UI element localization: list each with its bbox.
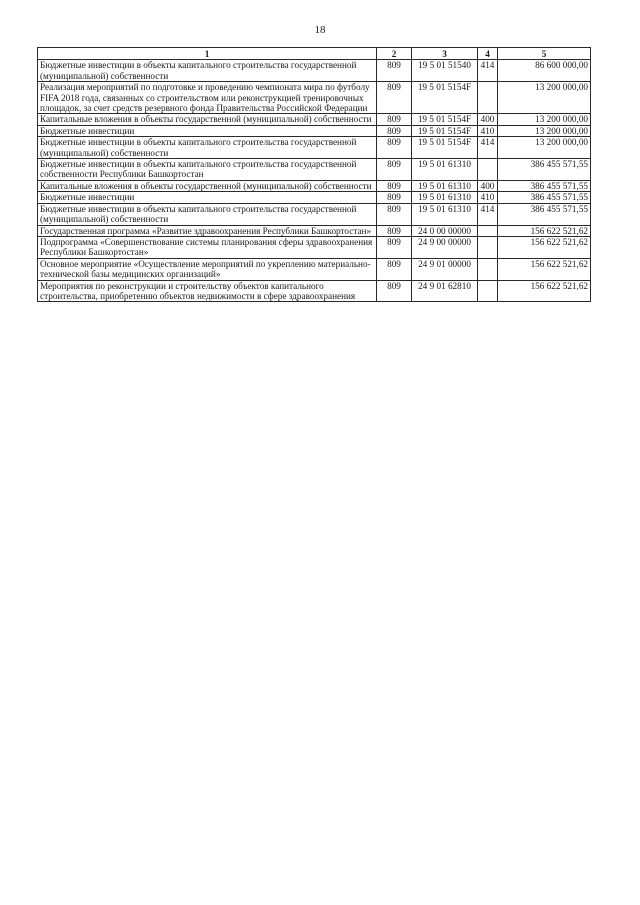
row-ministry: 809 [377, 236, 412, 258]
row-amount: 156 622 521,62 [498, 258, 591, 280]
row-target: 19 5 01 61310 [412, 203, 478, 225]
row-ministry: 809 [377, 225, 412, 236]
row-amount: 13 200 000,00 [498, 114, 591, 125]
table-row [38, 203, 591, 225]
header-col-ministry: 2 [377, 48, 412, 60]
row-amount: 386 455 571,55 [498, 192, 591, 203]
row-ministry: 809 [377, 60, 412, 82]
row-type: 414 [478, 137, 498, 159]
row-ministry: 809 [377, 137, 412, 159]
row-name: Бюджетные инвестиции в объекты капитального строительства государственной (муниципальной) собственности [38, 60, 377, 82]
row-ministry: 809 [377, 203, 412, 225]
row-amount: 386 455 571,55 [498, 159, 591, 181]
row-type [478, 82, 498, 114]
table-row [38, 159, 591, 181]
row-type: 400 [478, 180, 498, 191]
row-name: Бюджетные инвестиции [38, 192, 377, 203]
row-amount: 86 600 000,00 [498, 60, 591, 82]
row-amount: 386 455 571,55 [498, 180, 591, 191]
row-target: 24 9 01 00000 [412, 258, 478, 280]
header-col-type: 4 [478, 48, 498, 60]
row-target: 19 5 01 5154F [412, 82, 478, 114]
row-name: Бюджетные инвестиции в объекты капитального строительства государственной (муниципальной) собственности [38, 137, 377, 159]
header-col-target: 3 [412, 48, 478, 60]
row-target: 19 5 01 61310 [412, 159, 478, 181]
table-row [38, 225, 591, 236]
table-row [38, 82, 591, 114]
row-type [478, 258, 498, 280]
row-type [478, 159, 498, 181]
row-target: 19 5 01 51540 [412, 60, 478, 82]
row-ministry: 809 [377, 280, 412, 302]
row-ministry: 809 [377, 125, 412, 136]
row-amount: 13 200 000,00 [498, 82, 591, 114]
row-ministry: 809 [377, 114, 412, 125]
row-target: 19 5 01 5154F [412, 125, 478, 136]
row-ministry: 809 [377, 258, 412, 280]
row-type [478, 236, 498, 258]
page-number: 18 [314, 24, 326, 36]
row-amount: 156 622 521,62 [498, 280, 591, 302]
row-ministry: 809 [377, 82, 412, 114]
row-type: 414 [478, 203, 498, 225]
row-name: Бюджетные инвестиции в объекты капитального строительства государственной собственности Республики Башкортостан [38, 159, 377, 181]
row-amount: 386 455 571,55 [498, 203, 591, 225]
table-row [38, 125, 591, 136]
row-type [478, 280, 498, 302]
table-row [38, 60, 591, 82]
row-name: Подпрограмма «Совершенствование системы планирования сферы здравоохранения Республики Башкортостан» [38, 236, 377, 258]
table-row [38, 180, 591, 191]
row-name: Бюджетные инвестиции в объекты капитального строительства государственной (муниципальной) собственности [38, 203, 377, 225]
row-name: Бюджетные инвестиции [38, 125, 377, 136]
row-ministry: 809 [377, 180, 412, 191]
row-ministry: 809 [377, 192, 412, 203]
table-row [38, 114, 591, 125]
row-target: 24 9 00 00000 [412, 236, 478, 258]
row-target: 19 5 01 5154F [412, 137, 478, 159]
row-name: Основное мероприятие «Осуществление мероприятий по укреплению материально-технической базы медицинских организаций» [38, 258, 377, 280]
row-name: Реализация мероприятий по подготовке и проведению чемпионата мира по футболу FIFA 2018 года, связанных со строительством или реконструкцией тренировочных площадок, за счет средств резервного фонда Правительства Российской Федерации [38, 82, 377, 114]
row-amount: 156 622 521,62 [498, 236, 591, 258]
row-type: 400 [478, 114, 498, 125]
row-amount: 13 200 000,00 [498, 125, 591, 136]
row-type [478, 225, 498, 236]
table-row [38, 236, 591, 258]
header-col-amount: 5 [498, 48, 591, 60]
row-type: 414 [478, 60, 498, 82]
table-row [38, 137, 591, 159]
row-ministry: 809 [377, 159, 412, 181]
row-name: Капитальные вложения в объекты государственной (муниципальной) собственности [38, 114, 377, 125]
row-target: 24 9 01 62810 [412, 280, 478, 302]
row-name: Капитальные вложения в объекты государственной (муниципальной) собственности [38, 180, 377, 191]
table-body [38, 60, 591, 302]
header-col-name: 1 [38, 48, 377, 60]
row-target: 19 5 01 5154F [412, 114, 478, 125]
row-target: 19 5 01 61310 [412, 192, 478, 203]
table-row [38, 192, 591, 203]
budget-table [37, 47, 591, 302]
table-row [38, 280, 591, 302]
table-header-row [38, 48, 591, 60]
row-name: Государственная программа «Развитие здравоохранения Республики Башкортостан» [38, 225, 377, 236]
row-target: 19 5 01 61310 [412, 180, 478, 191]
row-amount: 13 200 000,00 [498, 137, 591, 159]
table-row [38, 258, 591, 280]
row-name: Мероприятия по реконструкции и строительству объектов капитального строительства, приобретению объектов недвижимости в сфере здравоохранения [38, 280, 377, 302]
row-amount: 156 622 521,62 [498, 225, 591, 236]
row-target: 24 0 00 00000 [412, 225, 478, 236]
row-type: 410 [478, 125, 498, 136]
row-type: 410 [478, 192, 498, 203]
